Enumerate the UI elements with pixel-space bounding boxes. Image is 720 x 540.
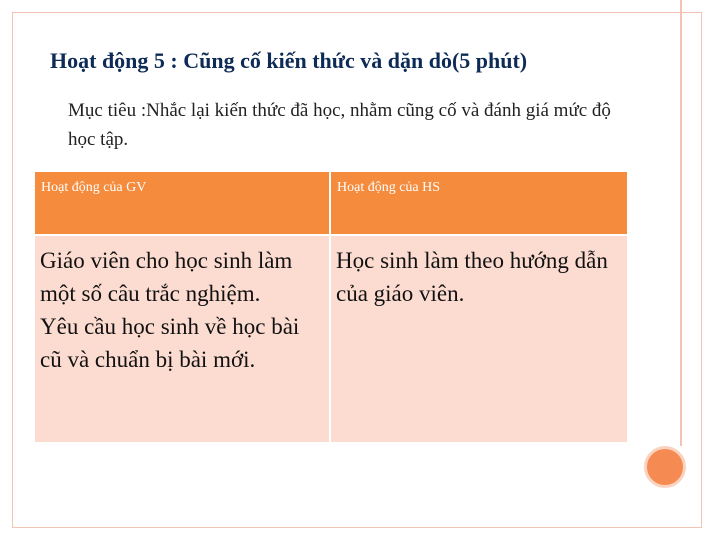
table-header-row [34,171,628,235]
teacher-activity-cell: Giáo viên cho học sinh làm một số câu trắc nghiệm. Yêu cầu học sinh về học bài cũ và chuẩn bị bài mới. [34,235,330,443]
header-student-activity: Hoạt động của HS [330,171,628,235]
student-activity-cell: Học sinh làm theo hướng dẫn của giáo viên. [330,235,628,443]
objective-text: Mục tiêu :Nhắc lại kiến thức đã học, nhằm cũng cố và đánh giá mức độ học tập. [68,100,611,150]
decorative-circle [644,446,686,488]
table-row [34,235,628,443]
slide-title: Hoạt động 5 : Cũng cố kiến thức và dặn dò(5 phút) [50,48,528,73]
activity-table [33,170,629,444]
header-teacher-activity: Hoạt động của GV [34,171,330,235]
decorative-side-line [680,0,682,446]
